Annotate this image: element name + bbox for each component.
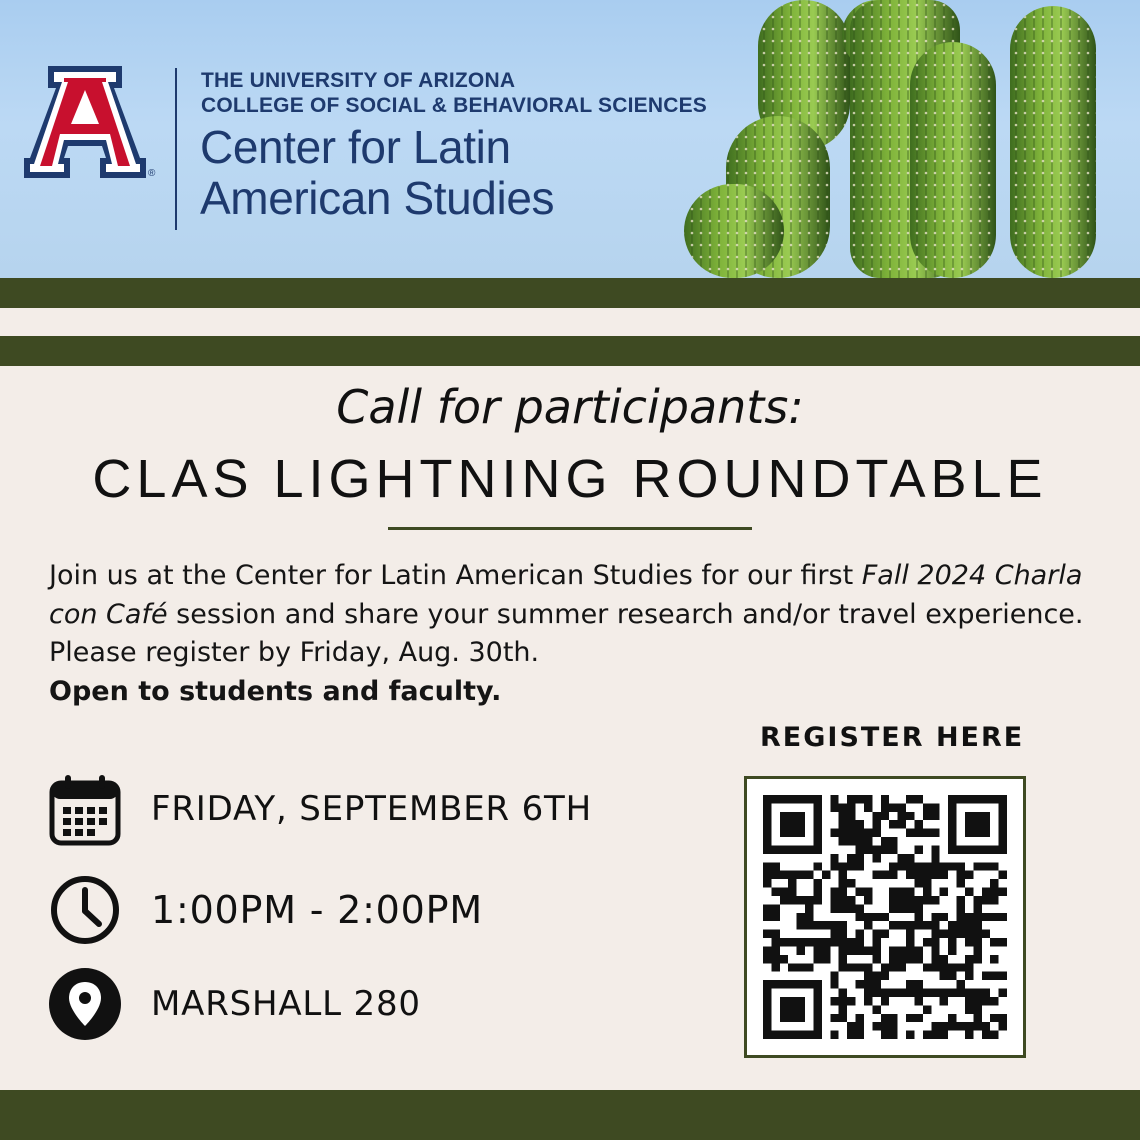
title-underline [388, 527, 752, 530]
university-line: THE UNIVERSITY OF ARIZONA [201, 69, 516, 92]
register-label: REGISTER HERE [760, 722, 1025, 753]
clock-icon [49, 874, 121, 946]
event-location: MARSHALL 280 [151, 984, 421, 1024]
event-title: CLAS LIGHTNING ROUNDTABLE [92, 449, 1048, 509]
olive-band-top [0, 278, 1140, 308]
college-line: COLLEGE OF SOCIAL & BEHAVIORAL SCIENCES [201, 94, 708, 117]
event-date: FRIDAY, SEPTEMBER 6TH [151, 789, 592, 829]
university-name [201, 68, 707, 118]
calendar-icon [49, 773, 121, 845]
center-name [200, 122, 554, 224]
description-intro: Join us at the Center for Latin American Studies for our first [49, 560, 862, 591]
center-name-line2: American Studies [200, 172, 555, 224]
description-audience: Open to students and faculty. [49, 675, 502, 707]
call-for-participants: Call for participants: [336, 380, 804, 434]
description-session-name: Fall 2024 Charla con Café [49, 560, 1083, 630]
event-description [49, 557, 1109, 711]
qr-code-frame[interactable] [744, 776, 1026, 1058]
qr-code[interactable] [763, 795, 1007, 1039]
location-row [49, 968, 421, 1040]
time-row [49, 874, 483, 946]
description-rest: session and share your summer research and/or travel experience. Please register by Friday, Aug. 30th. [49, 598, 1084, 668]
light-stripe [0, 308, 1140, 336]
saguaro-cactus-photo [670, 0, 1140, 278]
olive-band-middle [0, 336, 1140, 366]
map-pin-icon [49, 968, 121, 1040]
olive-band-bottom [0, 1090, 1140, 1140]
header-banner [0, 0, 1140, 278]
event-time: 1:00PM - 2:00PM [151, 888, 483, 932]
university-a-logo [24, 66, 156, 180]
date-row [49, 773, 592, 845]
center-name-line1: Center for Latin [200, 121, 511, 173]
svg-text:®: ® [148, 168, 156, 179]
header-divider [175, 68, 177, 230]
